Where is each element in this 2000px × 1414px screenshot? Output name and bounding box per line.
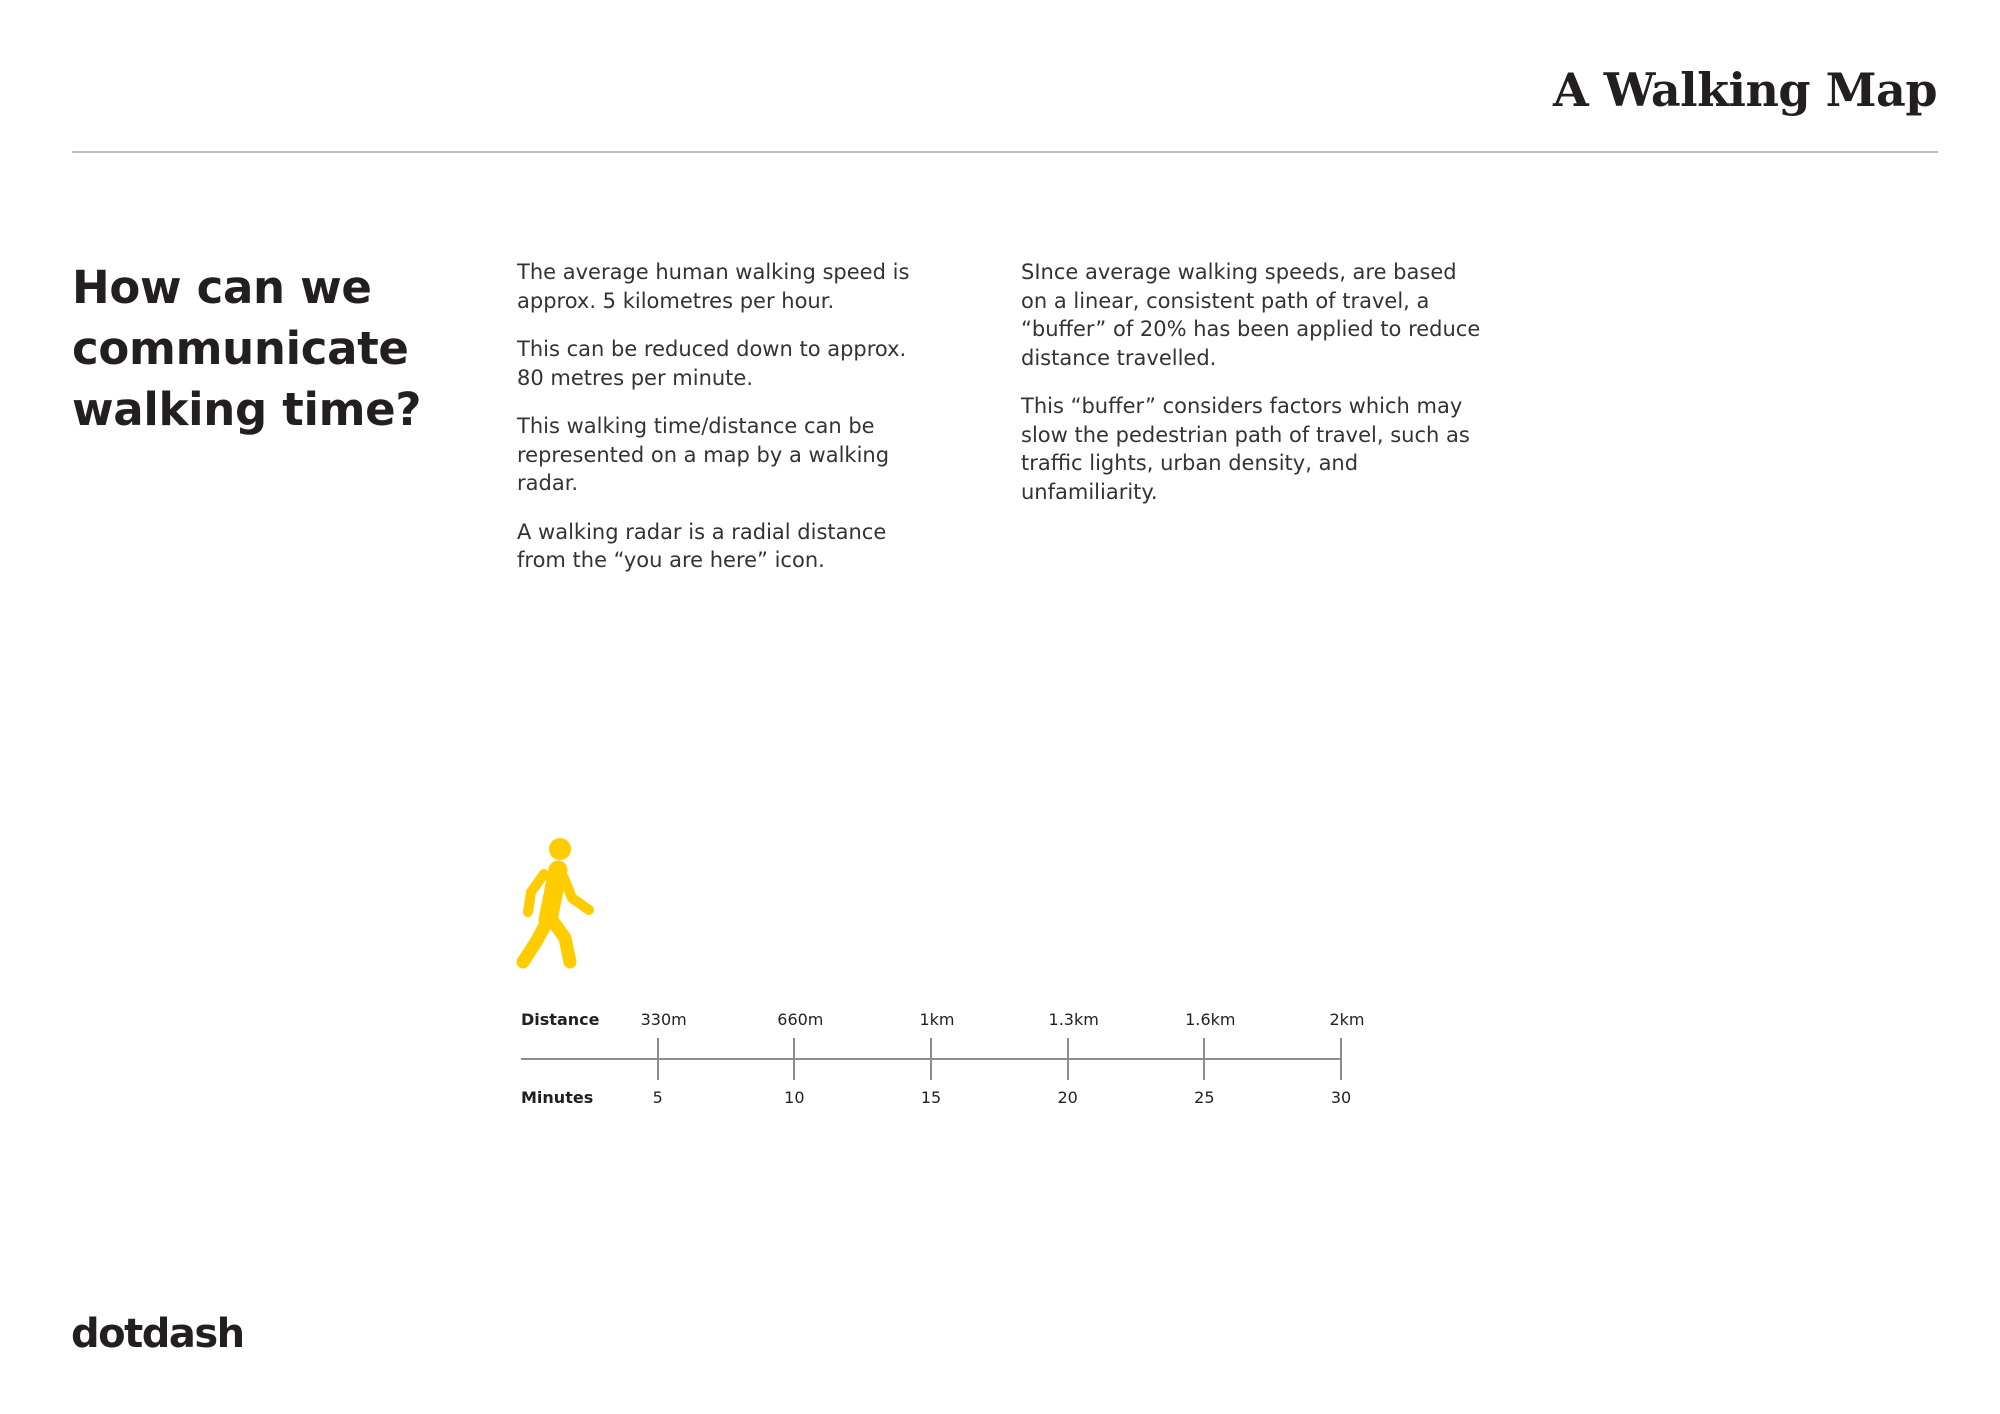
paragraph: This “buffer” considers factors which may slow the pedestrian path of travel, such as traffic lights, urban density, and unfamiliarity. (1021, 394, 1470, 504)
scale-tick-mark (1067, 1038, 1069, 1080)
paragraph: The average human walking speed is approx. 5 kilometres per hour. (517, 260, 910, 313)
paragraph: This can be reduced down to approx. 80 metres per minute. (517, 337, 907, 390)
minutes-tick-label: 15 (920, 1088, 942, 1107)
distance-row-label: Distance (521, 1010, 600, 1029)
scale-tick-mark (1203, 1038, 1205, 1080)
distance-tick-label: 660m (777, 1010, 824, 1029)
page-title: A Walking Map (1552, 63, 1937, 117)
paragraph: This walking time/distance can be represented on a map by a walking radar. (517, 414, 890, 495)
minutes-row-label: Minutes (521, 1088, 594, 1107)
paragraph: SInce average walking speeds, are based on a linear, consistent path of travel, a “buffer” of 20% has been applied to reduce distance travelled. (1021, 260, 1481, 370)
scale-tick-mark (657, 1038, 659, 1080)
scale-tick-mark (930, 1038, 932, 1080)
distance-tick-label: 1.6km (1185, 1010, 1236, 1029)
distance-tick-label: 2km (1329, 1010, 1365, 1029)
minutes-tick-label: 20 (1057, 1088, 1078, 1107)
distance-tick-label: 1km (919, 1010, 955, 1029)
minutes-tick-label: 25 (1194, 1088, 1215, 1107)
scale-tick-mark (793, 1038, 795, 1080)
walking-scale (500, 1000, 1380, 1120)
paragraph: A walking radar is a radial distance from the “you are here” icon. (517, 519, 887, 572)
distance-tick-label: 1.3km (1048, 1010, 1099, 1029)
pedestrian-icon (514, 834, 598, 970)
minutes-tick-label: 30 (1330, 1088, 1352, 1107)
distance-tick-label: 330m (640, 1010, 687, 1029)
scale-tick-mark (1340, 1038, 1342, 1080)
minutes-tick-label: 10 (784, 1088, 805, 1107)
header-divider (72, 151, 1938, 153)
minutes-tick-label: 5 (652, 1088, 663, 1107)
text-column-1 (517, 258, 917, 595)
brand-logo: dotdash (71, 1311, 244, 1357)
section-heading: How can we communicate walking time? (72, 261, 422, 436)
text-column-2 (1021, 258, 1481, 526)
